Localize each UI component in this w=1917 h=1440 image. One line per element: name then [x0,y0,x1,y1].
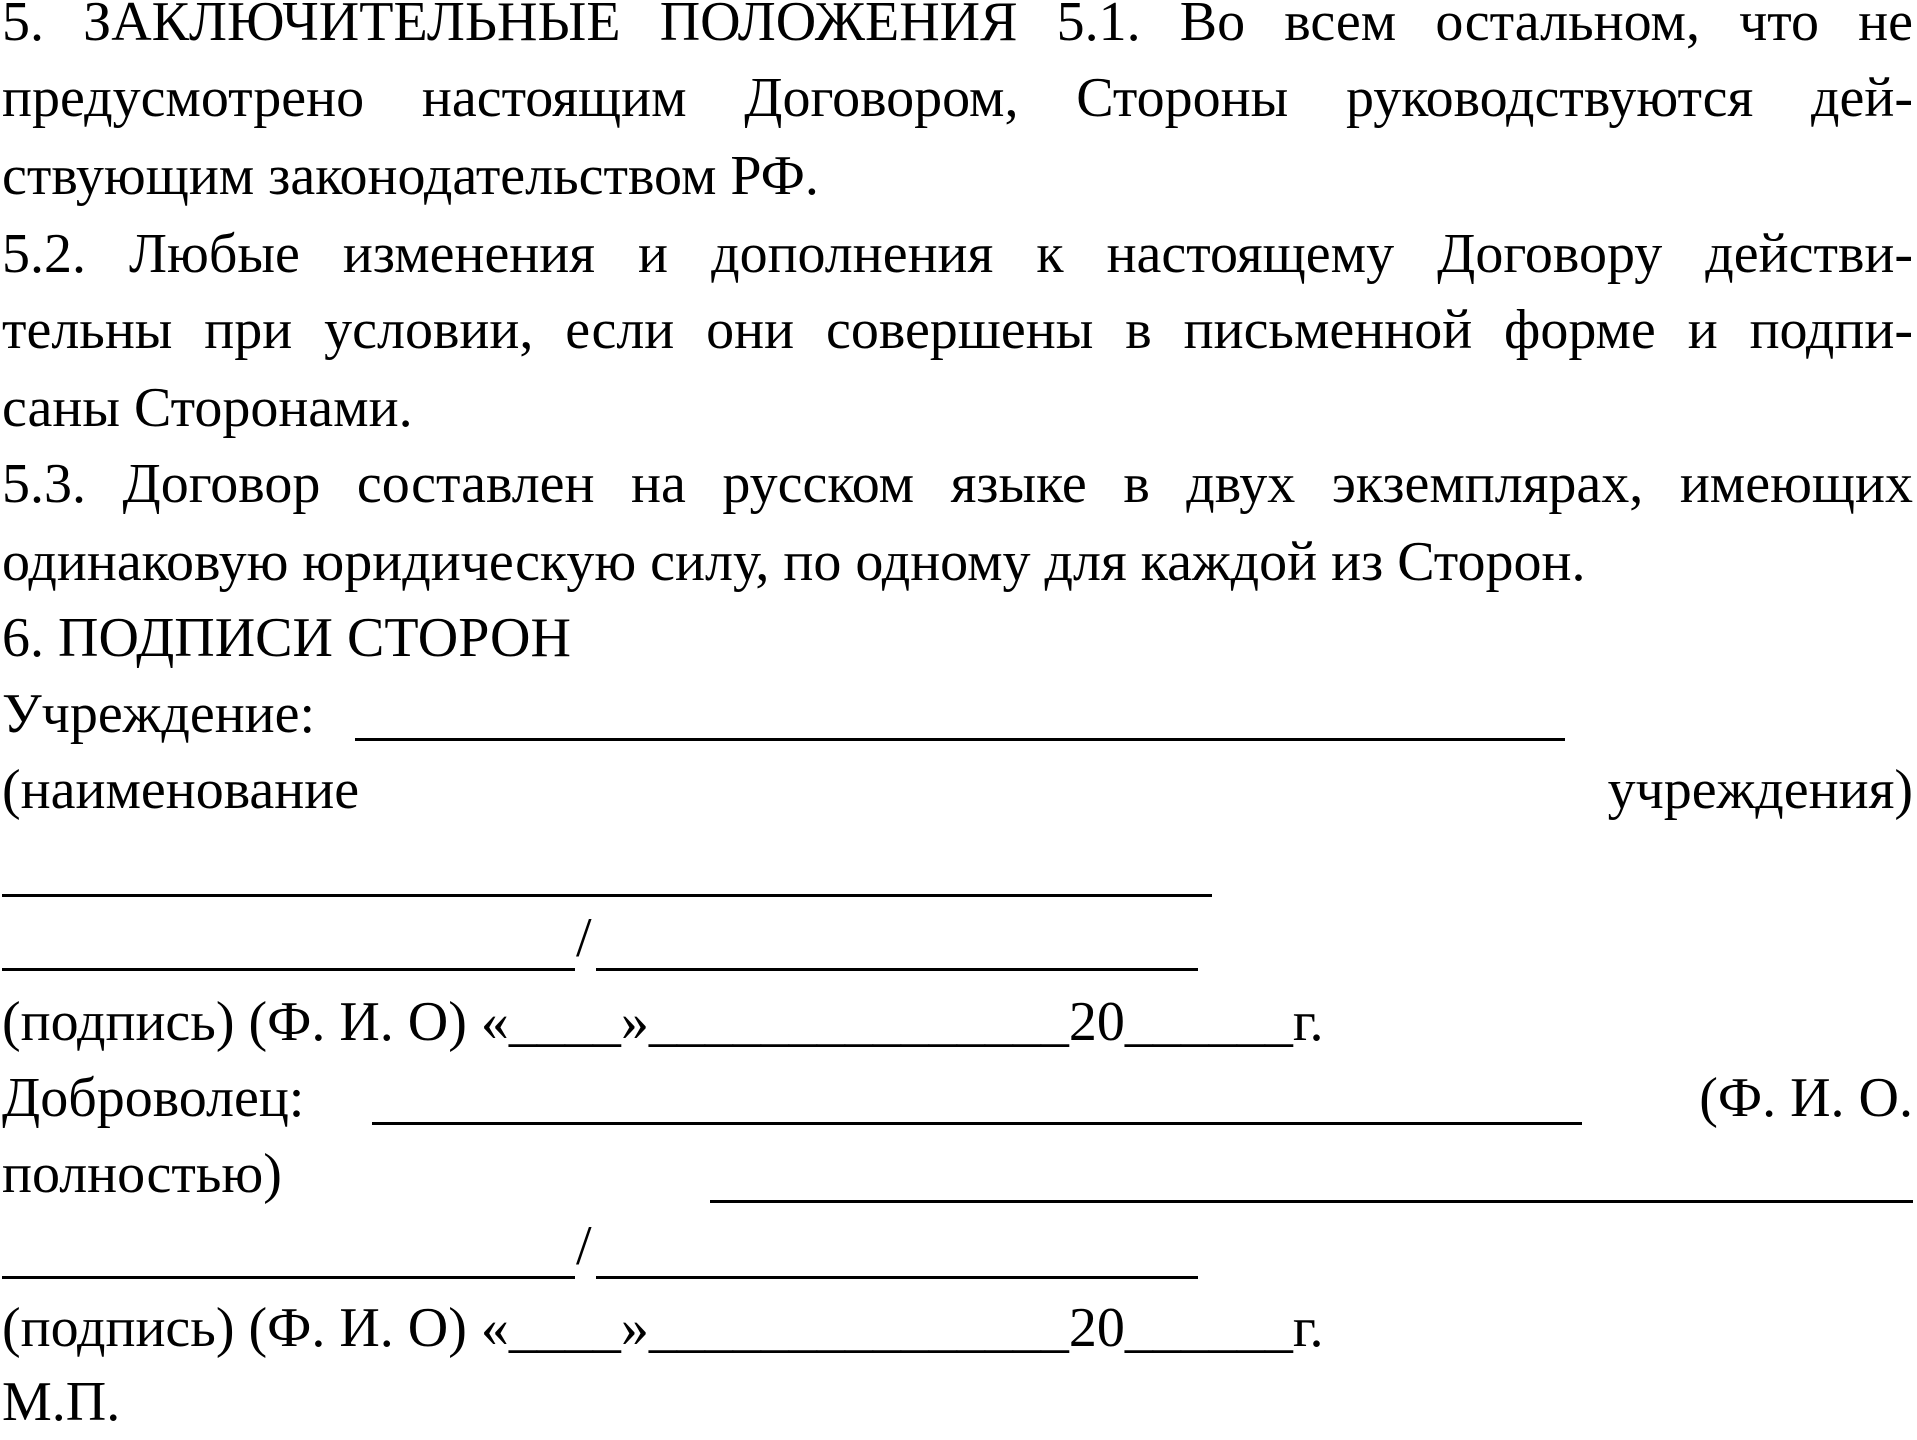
clause-5-3-line-1: 5.3. Договор составлен на русском языке в двух экземплярах, имеющих [2,453,1913,515]
institution-name-field-cont[interactable] [2,894,1212,897]
clause-5-2-line-2: тельны при условии, если они совершены в письменной форме и подпи- [2,299,1913,361]
institution-name-caption-right: учреждения) [1607,759,1913,821]
volunteer-fio-field[interactable] [596,1276,1198,1279]
volunteer-fio-caption: (Ф. И. О. [1699,1067,1913,1129]
volunteer-name-field[interactable] [372,1122,1582,1125]
clause-5-1-line-1: 5. ЗАКЛЮЧИТЕЛЬНЫЕ ПОЛОЖЕНИЯ 5.1. Во всем остальном, что не [2,0,1913,53]
clause-5-1-line-2: предусмотрено настоящим Договором, Стороны руководствуются дей- [2,67,1913,129]
clause-5-3-line-2: одинаковую юридическую силу, по одному для каждой из Сторон. [2,531,1586,593]
volunteer-slash: / [576,1215,592,1277]
institution-signature-field[interactable] [2,968,575,971]
volunteer-label: Доброволец: [2,1067,305,1129]
section-6-heading: 6. ПОДПИСИ СТОРОН [2,607,571,669]
institution-sign-caption: (подпись) (Ф. И. О) «____»_______________20______г. [2,991,1324,1053]
clause-5-1-line-3: ствующим законодательством РФ. [2,145,819,207]
clause-5-2-line-1: 5.2. Любые изменения и дополнения к настоящему Договору действи- [2,223,1913,285]
institution-fio-field[interactable] [596,968,1198,971]
institution-name-caption-left: (наименование [2,759,360,821]
institution-name-field[interactable] [355,738,1565,741]
institution-slash: / [576,907,592,969]
clause-5-2-line-3: саны Сторонами. [2,377,413,439]
volunteer-sign-caption: (подпись) (Ф. И. О) «____»_______________20______г. [2,1297,1324,1359]
institution-label: Учреждение: [2,683,316,745]
stamp-place: М.П. [2,1371,121,1433]
volunteer-signature-field[interactable] [2,1276,575,1279]
volunteer-name-field-cont[interactable] [710,1200,1913,1203]
volunteer-fio-caption-cont: полностью) [2,1143,282,1205]
